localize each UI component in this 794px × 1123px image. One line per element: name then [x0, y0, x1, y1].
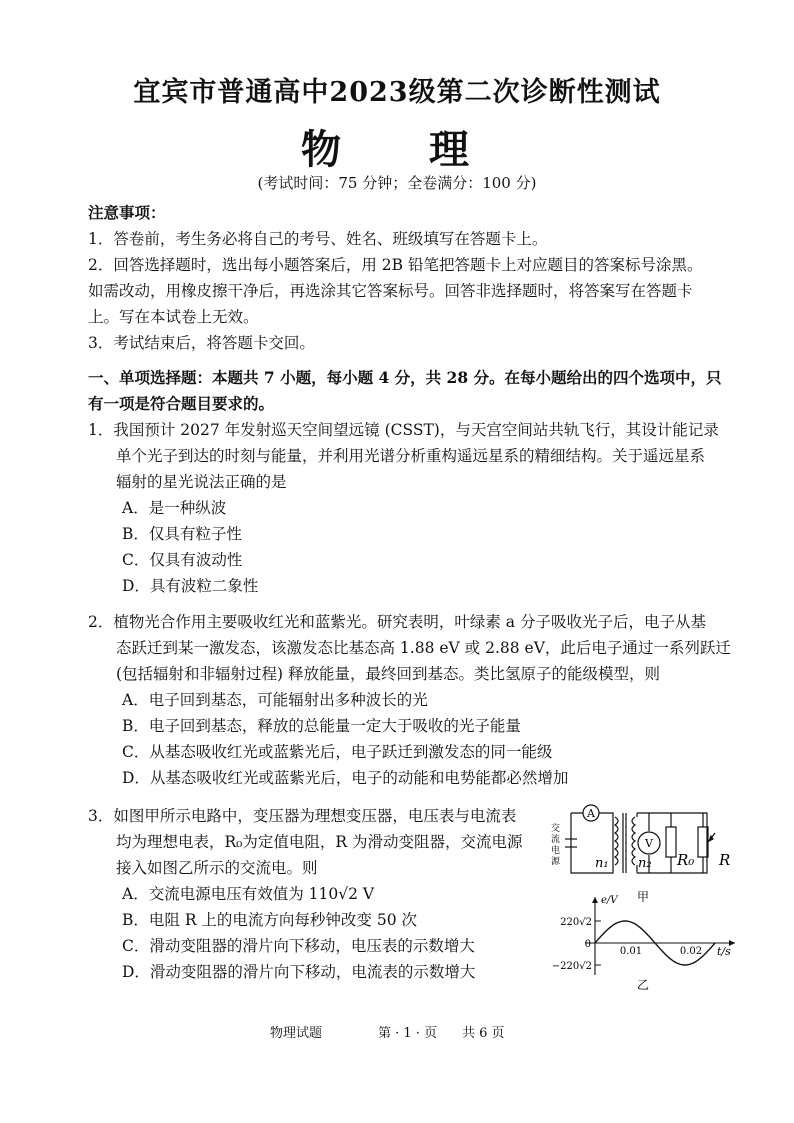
q1-option-b: B．仅具有粒子性	[122, 525, 242, 543]
q3-stem: 均为理想电表，R₀为定值电阻，R 为滑动变阻器，交流电源	[116, 833, 523, 851]
r-label: R	[719, 851, 731, 869]
figure-yi-label: 乙	[637, 978, 650, 992]
q2-option-a: A．电子回到基态，可能辐射出多种波长的光	[122, 691, 428, 709]
q2-stem: 2．植物光合作用主要吸收红光和蓝紫光。研究表明，叶绿素 a 分子吸收光子后，电子从基	[88, 613, 706, 631]
q3-stem: 3．如图甲所示电路中，变压器为理想变压器，电压表与电流表	[88, 807, 517, 825]
note-line: 1．答卷前，考生务必将自己的考号、姓名、班级填写在答题卡上。	[88, 230, 548, 248]
secondary-turns-label: n₂	[638, 856, 652, 871]
exam-info: (考试时间：75 分钟；全卷满分：100 分)	[257, 174, 537, 192]
q1-option-d: D．具有波粒二象性	[122, 577, 259, 595]
q3-option-c: C．滑动变阻器的滑片向下移动，电压表的示数增大	[122, 937, 475, 955]
exam-title: 宜宾市普通高中2023级第二次诊断性测试	[133, 77, 661, 108]
q1-stem: 单个光子到达的时刻与能量，并利用光谱分析重构遥远星系的精细结构。关于遥远星系	[116, 447, 706, 465]
q3-option-b: B．电阻 R 上的电流方向每秒钟改变 50 次	[122, 911, 417, 929]
y-axis-arrow-icon	[592, 897, 598, 903]
origin-label: 0	[584, 939, 591, 950]
q2-option-d: D．从基态吸收红光或蓝紫光后，电子的动能和电势能都必然增加	[122, 769, 569, 787]
waveform-graph	[585, 897, 735, 975]
subject-title: 物 理	[301, 126, 493, 173]
note-line: 3．考试结束后，将答题卡交回。	[88, 334, 315, 352]
q2-option-c: C．从基态吸收红光或蓝紫光后，电子跃迁到激发态的同一能级	[122, 743, 553, 761]
footer-page: 第 · 1 · 页	[378, 1026, 438, 1041]
q3-stem: 接入如图乙所示的交流电。则	[116, 859, 318, 877]
q2-option-b: B．电子回到基态，释放的总能量一定大于吸收的光子能量	[122, 717, 521, 735]
footer-total: 共 6 页	[462, 1026, 505, 1041]
note-line: 上。写在本试卷上无效。	[88, 308, 259, 326]
x-axis-label: t/s	[717, 945, 731, 958]
source-label: 流	[551, 835, 561, 845]
figure-jia-label: 甲	[637, 890, 650, 904]
source-label: 交	[551, 824, 561, 834]
q1-option-a: A．是一种纵波	[122, 499, 227, 517]
y-axis-label: e/V	[601, 895, 618, 906]
note-line: 如需改动，用橡皮擦干净后，再选涂其它答案标号。回答非选择题时，将答案写在答题卡	[88, 282, 693, 300]
r0-label: R₀	[677, 851, 695, 869]
t1-label: 0.01	[619, 946, 643, 957]
y-max-label: 220√2	[560, 917, 592, 928]
q3-option-a: A．交流电源电压有效值为 110√2 V	[122, 885, 375, 903]
footer-subject: 物理试题	[270, 1026, 323, 1041]
note-line: 2．回答选择题时，选出每小题答案后，用 2B 铅笔把答题卡上对应题目的答案标号涂黑。	[88, 256, 703, 274]
section-heading-cont: 有一项是符合题目要求的。	[88, 394, 275, 413]
section-heading: 一、单项选择题：本题共 7 小题，每小题 4 分，共 28 分。在每小题给出的四个选项中，只	[88, 368, 722, 387]
voltmeter-label: V	[645, 837, 653, 850]
ammeter-label: A	[587, 807, 595, 820]
y-min-label: −220√2	[551, 961, 592, 972]
source-label: 源	[551, 857, 561, 867]
source-label: 电	[551, 846, 561, 856]
q3-option-d: D．滑动变阻器的滑片向下移动，电流表的示数增大	[122, 963, 476, 981]
notes-heading: 注意事项：	[88, 203, 166, 222]
q2-stem: (包括辐射和非辐射过程) 释放能量，最终回到基态。类比氢原子的能级模型，则	[116, 665, 661, 683]
q1-stem: 1．我国预计 2027 年发射巡天空间望远镜 (CSST)，与天宫空间站共轨飞行，其设计能记录	[88, 421, 719, 439]
q2-stem: 态跃迁到某一激发态，该激发态比基态高 1.88 eV 或 2.88 eV，此后电子通过一系列跃迁	[116, 639, 731, 657]
q1-stem: 辐射的星光说法正确的是	[116, 473, 287, 491]
circuit-and-waveform-figure	[545, 803, 745, 993]
q1-option-c: C．仅具有波动性	[122, 551, 243, 569]
t2-label: 0.02	[679, 946, 703, 957]
primary-turns-label: n₁	[595, 856, 609, 871]
